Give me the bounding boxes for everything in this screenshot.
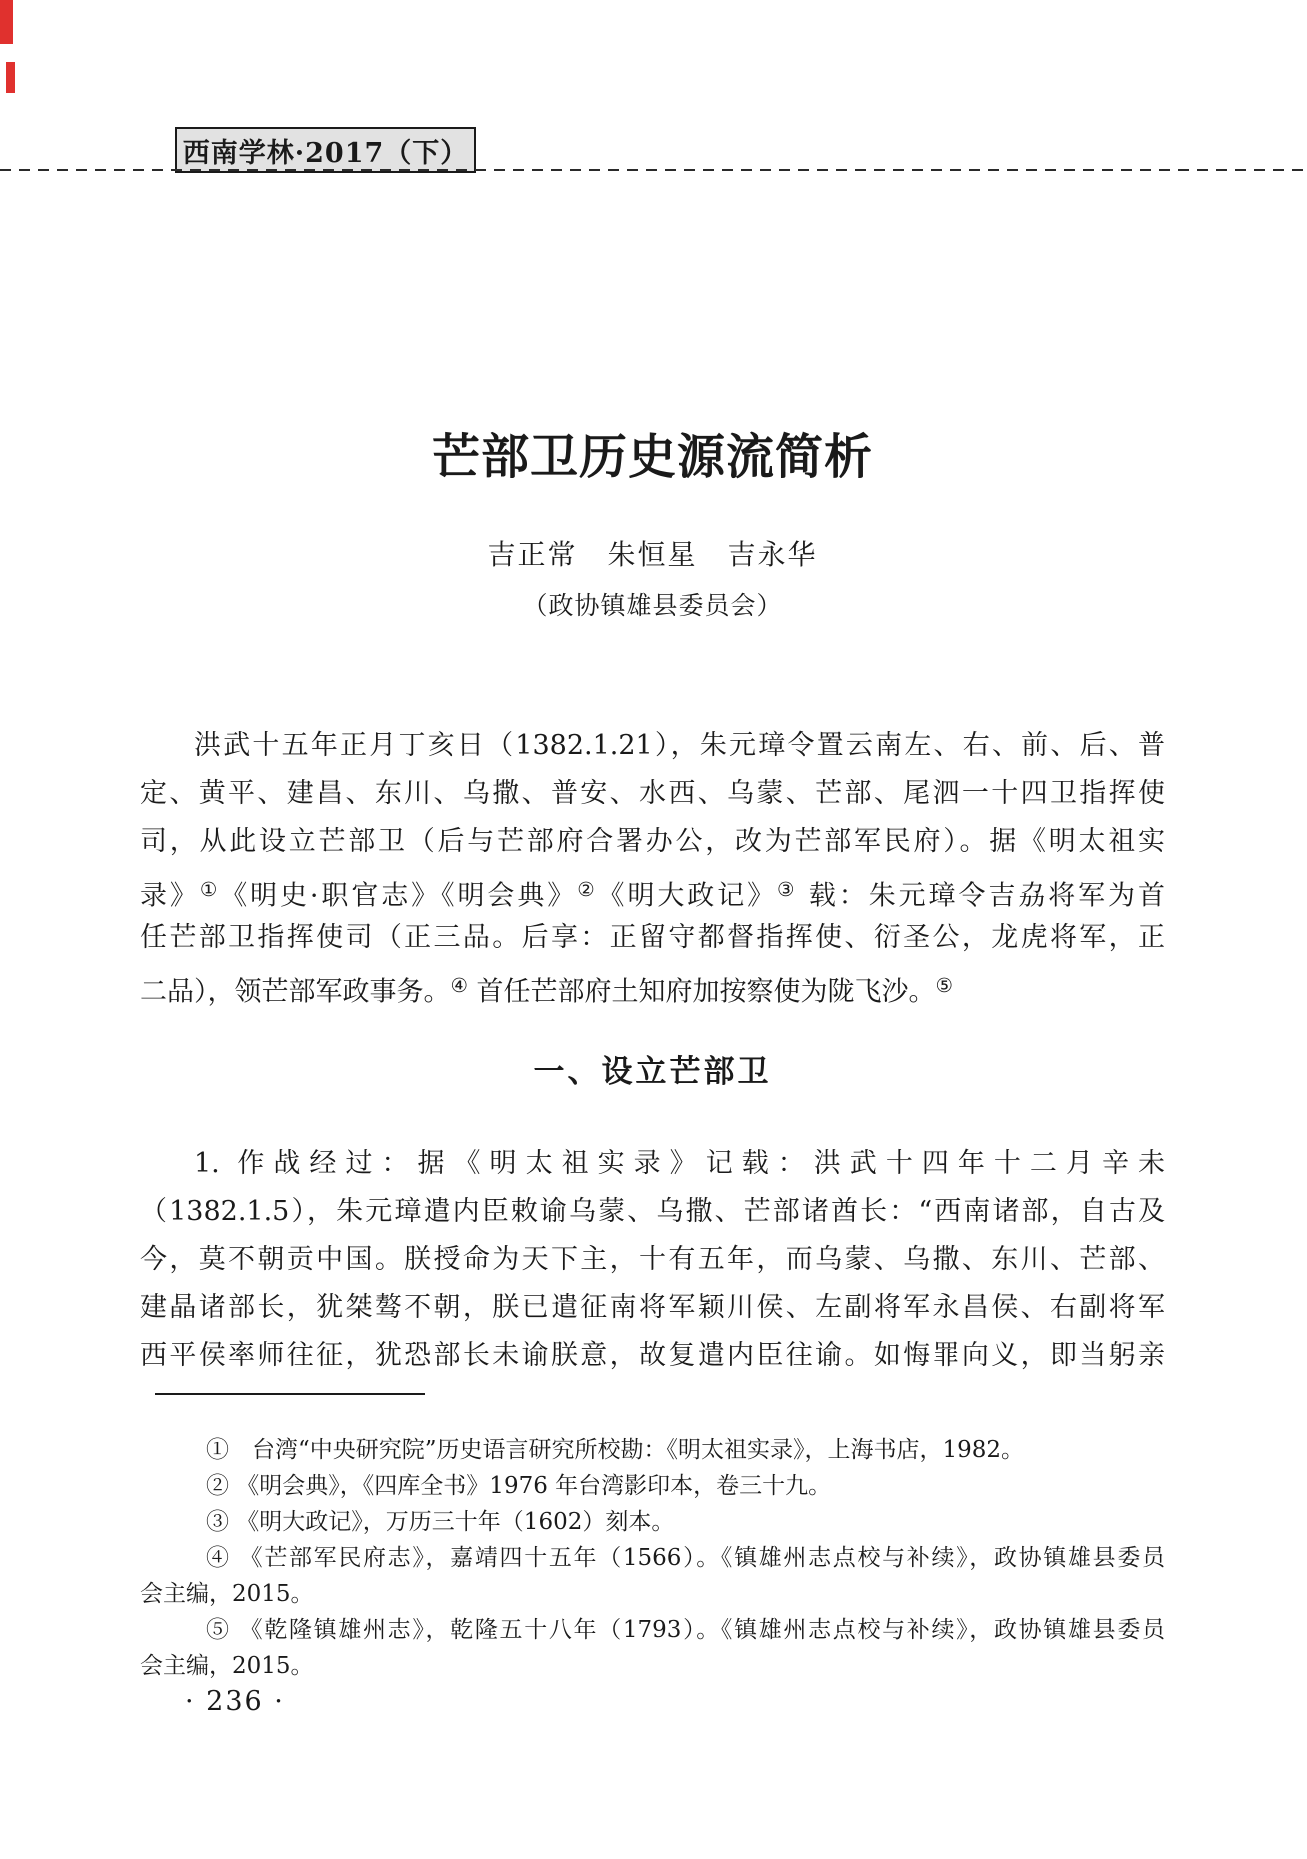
- edge-red-mark-bottom: [6, 62, 15, 93]
- paragraph-2-line-4: 建晶诸部长，犹桀骜不朝，朕已遣征南将军颖川侯、左副将军永昌侯、右副将军: [140, 1292, 1165, 1323]
- paragraph-2-line-1: 1. 作战经过：据《明太祖实录》记载：洪武十四年十二月辛未: [194, 1148, 1165, 1179]
- article-authors: 吉正常 朱恒星 吉永华: [487, 538, 818, 571]
- running-header-text: 西南学林·2017（下）: [182, 137, 469, 169]
- paragraph-1-line-2: 定、黄平、建昌、东川、乌撒、普安、水西、乌蒙、芒部、尾泗一十四卫指挥使: [140, 778, 1165, 809]
- section-heading: 一、设立芒部卫: [533, 1054, 772, 1090]
- paragraph-1-line-6: 二品），领芒部军政事务。④ 首任芒部府土知府加按察使为陇飞沙。⑤: [140, 974, 953, 1008]
- footnote-3: ③ 《明大政记》，万历三十年（1602）刻本。: [206, 1509, 675, 1535]
- page-content: [140, 0, 1165, 1859]
- footnote-5-line-1: ⑤ 《乾隆镇雄州志》，乾隆五十八年（1793）。《镇雄州志点校与补续》，政协镇雄县委员: [206, 1617, 1165, 1643]
- paragraph-1: [140, 722, 1165, 1010]
- footnote-separator-rule: [155, 1393, 425, 1395]
- header-dashed-rule: [0, 169, 1307, 171]
- paragraph-2-line-3: 今，莫不朝贡中国。朕授命为天下主，十有五年，而乌蒙、乌撒、东川、芒部、: [140, 1244, 1165, 1275]
- footnote-4-line-2: 会主编，2015。: [140, 1581, 314, 1607]
- paragraph-2-line-5: 西平侯率师往征，犹恐部长未谕朕意，故复遣内臣往谕。如悔罪向义，即当躬亲: [140, 1340, 1165, 1371]
- paragraph-1-line-4: 录》①《明史·职官志》《明会典》②《明大政记》③ 载：朱元璋令吉劦将军为首: [140, 878, 1165, 912]
- page-number: · 236 ·: [185, 1686, 285, 1717]
- paragraph-1-line-3: 司，从此设立芒部卫（后与芒部府合署办公，改为芒部军民府）。据《明太祖实: [140, 826, 1165, 857]
- article-title: 芒部卫历史源流简析: [431, 429, 873, 485]
- footnotes: [140, 1432, 1165, 1684]
- edge-red-mark-top: [0, 0, 13, 44]
- paragraph-2-line-2: （1382.1.5），朱元璋遣内臣敕谕乌蒙、乌撒、芒部诸酋长：“西南诸部，自古及: [140, 1196, 1165, 1227]
- paragraph-1-line-1: 洪武十五年正月丁亥日（1382.1.21），朱元璋令置云南左、右、前、后、普: [194, 730, 1165, 761]
- running-header-box: [175, 127, 476, 173]
- footnote-5-line-2: 会主编，2015。: [140, 1653, 314, 1679]
- paragraph-1-line-5: 任芒部卫指挥使司（正三品。后享：正留守都督指挥使、衍圣公，龙虎将军，正: [140, 922, 1165, 953]
- footnote-4-line-1: ④ 《芒部军民府志》，嘉靖四十五年（1566）。《镇雄州志点校与补续》，政协镇雄县委员: [206, 1545, 1165, 1571]
- footnote-1: ① 台湾“中央研究院”历史语言研究所校勘：《明太祖实录》，上海书店，1982。: [206, 1437, 1025, 1463]
- article-affiliation: （政协镇雄县委员会）: [522, 591, 783, 620]
- paragraph-2: [140, 1140, 1165, 1380]
- footnote-2: ② 《明会典》，《四库全书》1976 年台湾影印本，卷三十九。: [206, 1473, 832, 1499]
